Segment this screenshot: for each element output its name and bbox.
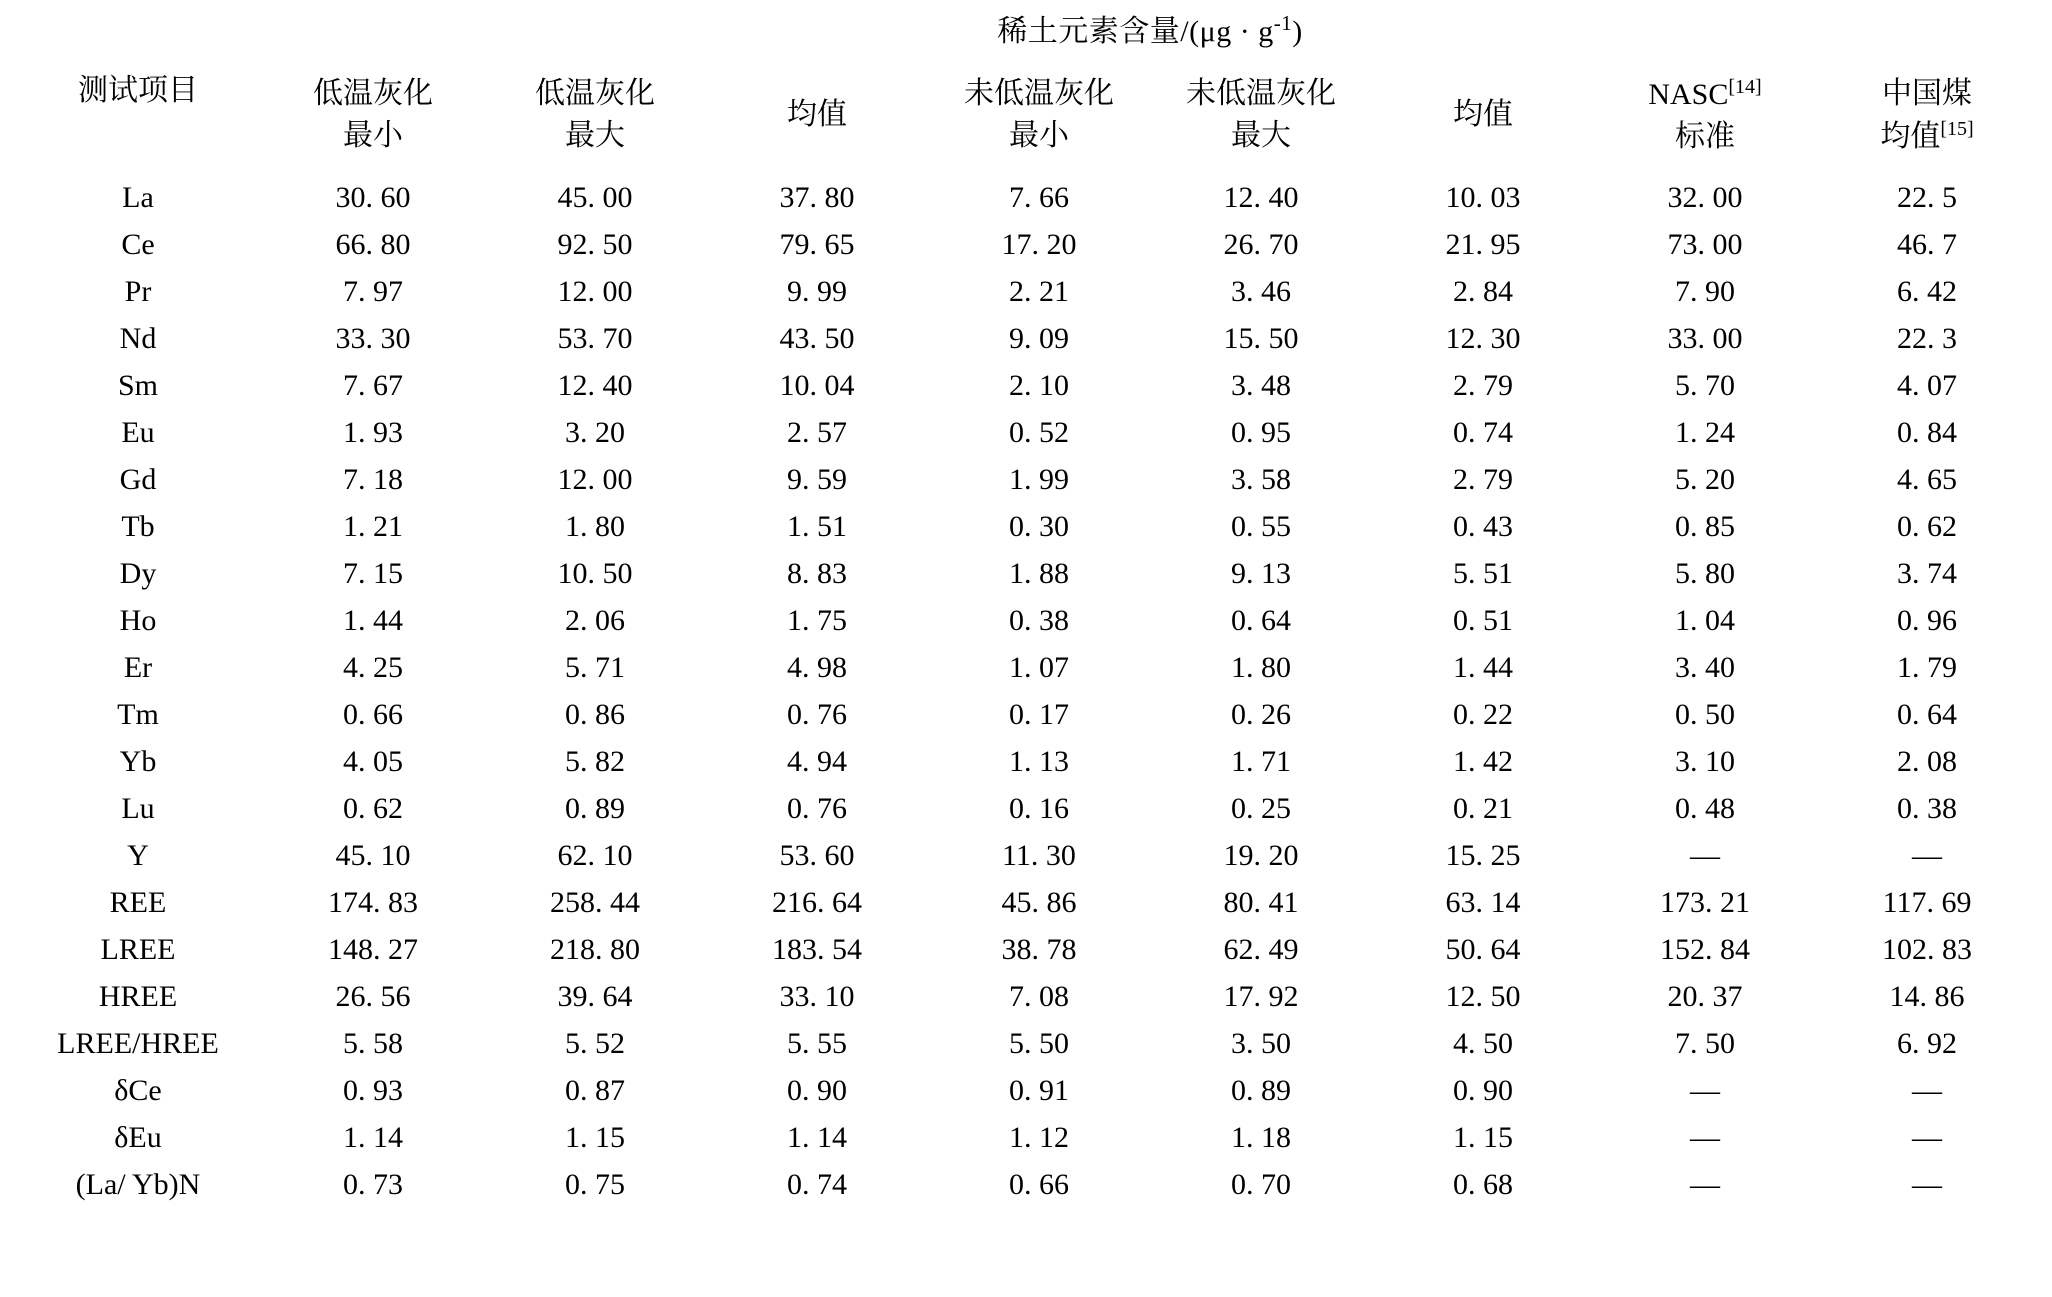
cell-s3-1-2: 0. 90	[787, 1073, 847, 1107]
cell-s3-0-5: 4. 50	[1453, 1026, 1513, 1060]
cell-s1-3-1: 53. 70	[557, 321, 633, 355]
cell-s2-0-2: 216. 64	[772, 885, 862, 919]
cell-s1-12-5: 1. 42	[1453, 744, 1513, 778]
cell-s1-4-0: 7. 67	[343, 368, 403, 402]
cell-s1-0-6: 32. 00	[1667, 180, 1743, 214]
cell-s1-4-4: 3. 48	[1231, 368, 1291, 402]
cell-s1-6-5: 2. 79	[1453, 462, 1513, 496]
row-label: REE	[109, 885, 167, 919]
cell-s3-1-5: 0. 90	[1453, 1073, 1513, 1107]
cell-s2-1-4: 62. 49	[1223, 932, 1299, 966]
cell-s1-5-7: 0. 84	[1897, 415, 1958, 449]
table-row	[14, 221, 2038, 268]
cell-s1-0-1: 45. 00	[557, 180, 633, 214]
cell-s3-3-1: 0. 75	[565, 1167, 625, 1201]
cell-s1-10-2: 4. 98	[787, 650, 847, 684]
cell-s1-8-5: 5. 51	[1453, 556, 1513, 590]
cell-s1-11-6: 0. 50	[1675, 697, 1735, 731]
cell-s1-12-4: 1. 71	[1231, 744, 1291, 778]
cell-s1-2-3: 2. 21	[1009, 274, 1069, 308]
cell-s1-2-5: 2. 84	[1453, 274, 1513, 308]
cell-s1-10-5: 1. 44	[1453, 650, 1513, 684]
cell-s1-12-1: 5. 82	[565, 744, 625, 778]
cell-s1-0-3: 7. 66	[1009, 180, 1069, 214]
cell-s2-1-0: 148. 27	[328, 932, 418, 966]
cell-s2-1-2: 183. 54	[772, 932, 862, 966]
table-row	[14, 1020, 2038, 1067]
cell-s1-3-0: 33. 30	[335, 321, 411, 355]
cell-s1-1-2: 79. 65	[779, 227, 855, 261]
cell-s3-2-2: 1. 14	[787, 1120, 847, 1154]
cell-s1-7-1: 1. 80	[565, 509, 625, 543]
cell-s1-1-4: 26. 70	[1223, 227, 1299, 261]
cell-s1-9-2: 1. 75	[787, 603, 847, 637]
column-header-4: 未低温灰化 最大	[1186, 77, 1336, 152]
cell-s1-10-0: 4. 25	[343, 650, 403, 684]
cell-s1-6-0: 7. 18	[343, 462, 403, 496]
cell-s1-0-5: 10. 03	[1445, 180, 1521, 214]
cell-s1-8-3: 1. 88	[1009, 556, 1069, 590]
row-label: Er	[123, 650, 153, 684]
cell-s1-8-7: 3. 74	[1897, 556, 1958, 590]
cell-s2-1-6: 152. 84	[1660, 932, 1750, 966]
table-header-columns-row	[14, 56, 2038, 174]
cell-s1-4-7: 4. 07	[1897, 368, 1958, 402]
cell-s3-0-2: 5. 55	[787, 1026, 847, 1060]
cell-s1-10-3: 1. 07	[1009, 650, 1069, 684]
cell-s3-1-3: 0. 91	[1009, 1073, 1069, 1107]
cell-s1-9-4: 0. 64	[1231, 603, 1291, 637]
cell-s1-14-6: —	[1690, 838, 1720, 872]
cell-s2-2-2: 33. 10	[779, 979, 855, 1013]
cell-s3-0-0: 5. 58	[343, 1026, 403, 1060]
rare-earth-element-table	[14, 0, 2038, 1208]
column-header-0: 低温灰化 最小	[313, 77, 433, 152]
cell-s1-11-0: 0. 66	[343, 697, 403, 731]
cell-s3-2-1: 1. 15	[565, 1120, 625, 1154]
cell-s2-1-5: 50. 64	[1445, 932, 1521, 966]
cell-s1-5-6: 1. 24	[1675, 415, 1735, 449]
column-header-5: 均值	[1453, 98, 1513, 131]
cell-s1-3-2: 43. 50	[779, 321, 855, 355]
column-header-1: 低温灰化 最大	[535, 77, 655, 152]
cell-s3-3-0: 0. 73	[343, 1167, 403, 1201]
column-header-6: NASC[14] 标准	[1648, 75, 1762, 153]
cell-s1-8-4: 9. 13	[1231, 556, 1291, 590]
cell-s2-2-1: 39. 64	[557, 979, 633, 1013]
table-row	[14, 503, 2038, 550]
cell-s1-5-1: 3. 20	[565, 415, 625, 449]
cell-s3-1-7: —	[1912, 1073, 1943, 1107]
cell-s1-2-6: 7. 90	[1675, 274, 1735, 308]
table-row	[14, 879, 2038, 926]
table-row	[14, 691, 2038, 738]
table-row	[14, 409, 2038, 456]
cell-s3-2-7: —	[1912, 1120, 1943, 1154]
cell-s1-14-7: —	[1912, 838, 1943, 872]
table-row	[14, 738, 2038, 785]
cell-s3-2-0: 1. 14	[343, 1120, 403, 1154]
cell-s1-3-3: 9. 09	[1009, 321, 1069, 355]
table-row	[14, 550, 2038, 597]
cell-s1-9-5: 0. 51	[1453, 603, 1513, 637]
cell-s1-9-0: 1. 44	[343, 603, 403, 637]
table-row	[14, 1114, 2038, 1161]
cell-s1-9-7: 0. 96	[1897, 603, 1958, 637]
cell-s1-11-3: 0. 17	[1009, 697, 1069, 731]
cell-s3-1-0: 0. 93	[343, 1073, 403, 1107]
cell-s1-1-0: 66. 80	[335, 227, 411, 261]
cell-s1-5-4: 0. 95	[1231, 415, 1291, 449]
cell-s3-3-3: 0. 66	[1009, 1167, 1069, 1201]
cell-s1-10-4: 1. 80	[1231, 650, 1291, 684]
cell-s2-0-4: 80. 41	[1223, 885, 1299, 919]
cell-s2-0-5: 63. 14	[1445, 885, 1521, 919]
cell-s3-1-1: 0. 87	[565, 1073, 625, 1107]
cell-s3-0-1: 5. 52	[565, 1026, 625, 1060]
row-label: Yb	[119, 744, 157, 778]
cell-s1-2-2: 9. 99	[787, 274, 847, 308]
cell-s1-8-0: 7. 15	[343, 556, 403, 590]
cell-s1-13-5: 0. 21	[1453, 791, 1513, 825]
cell-s1-10-7: 1. 79	[1897, 650, 1958, 684]
cell-s3-1-6: —	[1690, 1073, 1720, 1107]
cell-s2-2-4: 17. 92	[1223, 979, 1299, 1013]
cell-s1-4-2: 10. 04	[779, 368, 855, 402]
row-label: Gd	[119, 462, 157, 496]
table-row	[14, 785, 2038, 832]
cell-s2-2-7: 14. 86	[1889, 979, 1965, 1013]
cell-s1-5-0: 1. 93	[343, 415, 403, 449]
table-row	[14, 597, 2038, 644]
cell-s1-0-7: 22. 5	[1897, 180, 1958, 214]
cell-s1-5-5: 0. 74	[1453, 415, 1513, 449]
cell-s3-0-3: 5. 50	[1009, 1026, 1069, 1060]
cell-s1-8-6: 5. 80	[1675, 556, 1735, 590]
row-label-header: 测试项目	[78, 74, 198, 107]
row-label: (La/ Yb)N	[75, 1167, 201, 1201]
cell-s1-11-1: 0. 86	[565, 697, 625, 731]
table-row	[14, 315, 2038, 362]
cell-s1-9-3: 0. 38	[1009, 603, 1069, 637]
cell-s1-3-4: 15. 50	[1223, 321, 1299, 355]
row-label: δCe	[114, 1073, 162, 1107]
cell-s2-2-6: 20. 37	[1667, 979, 1743, 1013]
cell-s3-3-6: —	[1690, 1167, 1720, 1201]
cell-s1-7-3: 0. 30	[1009, 509, 1069, 543]
cell-s1-14-3: 11. 30	[1002, 838, 1076, 872]
column-header-7: 中国煤 均值[15]	[1880, 76, 1974, 153]
cell-s1-4-1: 12. 40	[557, 368, 633, 402]
cell-s1-13-4: 0. 25	[1231, 791, 1291, 825]
cell-s1-3-7: 22. 3	[1897, 321, 1958, 355]
cell-s1-12-3: 1. 13	[1009, 744, 1069, 778]
row-label: LREE/HREE	[57, 1026, 219, 1060]
cell-s2-2-3: 7. 08	[1009, 979, 1069, 1013]
cell-s1-1-5: 21. 95	[1445, 227, 1521, 261]
table-row	[14, 174, 2038, 221]
cell-s1-5-2: 2. 57	[787, 415, 847, 449]
cell-s3-3-4: 0. 70	[1231, 1167, 1291, 1201]
table-row	[14, 926, 2038, 973]
row-label: Dy	[119, 556, 157, 590]
row-label: Y	[127, 838, 149, 872]
cell-s1-7-6: 0. 85	[1675, 509, 1735, 543]
cell-s3-3-5: 0. 68	[1453, 1167, 1513, 1201]
cell-s1-2-7: 6. 42	[1897, 274, 1958, 308]
cell-s2-2-0: 26. 56	[335, 979, 411, 1013]
cell-s1-3-6: 33. 00	[1667, 321, 1743, 355]
row-label: LREE	[100, 932, 176, 966]
cell-s1-0-0: 30. 60	[335, 180, 411, 214]
row-label: Tm	[117, 697, 159, 731]
cell-s1-13-6: 0. 48	[1675, 791, 1735, 825]
cell-s2-2-5: 12. 50	[1445, 979, 1521, 1013]
cell-s1-14-1: 62. 10	[557, 838, 633, 872]
cell-s1-10-6: 3. 40	[1675, 650, 1735, 684]
cell-s1-4-3: 2. 10	[1009, 368, 1069, 402]
cell-s1-7-2: 1. 51	[787, 509, 847, 543]
cell-s1-7-7: 0. 62	[1897, 509, 1958, 543]
cell-s1-14-0: 45. 10	[335, 838, 411, 872]
cell-s2-0-1: 258. 44	[550, 885, 640, 919]
group-header: 稀土元素含量$/(\mu g \cdot g^{-1})$	[997, 11, 1303, 48]
cell-s1-6-7: 4. 65	[1897, 462, 1958, 496]
table-row	[14, 1067, 2038, 1114]
cell-s1-13-3: 0. 16	[1009, 791, 1069, 825]
cell-s2-1-7: 102. 83	[1882, 932, 1973, 966]
cell-s1-6-6: 5. 20	[1675, 462, 1735, 496]
cell-s1-12-6: 3. 10	[1675, 744, 1735, 778]
cell-s2-1-3: 38. 78	[1001, 932, 1077, 966]
row-label: Pr	[124, 274, 152, 308]
cell-s1-6-2: 9. 59	[787, 462, 847, 496]
cell-s2-1-1: 218. 80	[550, 932, 640, 966]
cell-s3-3-2: 0. 74	[787, 1167, 847, 1201]
row-label: Sm	[117, 368, 159, 402]
column-header-2: 均值	[787, 98, 847, 131]
cell-s1-1-7: 46. 7	[1897, 227, 1958, 261]
cell-s3-0-7: 6. 92	[1897, 1026, 1958, 1060]
cell-s3-2-5: 1. 15	[1453, 1120, 1513, 1154]
row-label: Tb	[121, 509, 155, 543]
cell-s3-0-4: 3. 50	[1231, 1026, 1291, 1060]
cell-s1-14-4: 19. 20	[1223, 838, 1299, 872]
cell-s1-6-3: 1. 99	[1009, 462, 1069, 496]
cell-s1-2-0: 7. 97	[343, 274, 403, 308]
table-row	[14, 644, 2038, 691]
row-label: Ho	[119, 603, 157, 637]
cell-s1-12-2: 4. 94	[787, 744, 847, 778]
table-row	[14, 832, 2038, 879]
table-row	[14, 268, 2038, 315]
table-row	[14, 456, 2038, 503]
cell-s1-9-6: 1. 04	[1675, 603, 1735, 637]
cell-s1-7-4: 0. 55	[1231, 509, 1291, 543]
cell-s1-12-7: 2. 08	[1897, 744, 1958, 778]
cell-s3-2-6: —	[1690, 1120, 1720, 1154]
cell-s2-0-7: 117. 69	[1882, 885, 1972, 919]
cell-s1-1-6: 73. 00	[1667, 227, 1743, 261]
cell-s1-12-0: 4. 05	[343, 744, 403, 778]
cell-s1-6-1: 12. 00	[557, 462, 633, 496]
cell-s1-4-6: 5. 70	[1675, 368, 1735, 402]
cell-s1-11-2: 0. 76	[787, 697, 847, 731]
cell-s1-11-4: 0. 26	[1231, 697, 1291, 731]
cell-s1-13-1: 0. 89	[565, 791, 625, 825]
row-label: Nd	[119, 321, 157, 355]
cell-s1-7-5: 0. 43	[1453, 509, 1513, 543]
cell-s3-2-4: 1. 18	[1231, 1120, 1291, 1154]
cell-s1-14-2: 53. 60	[779, 838, 855, 872]
row-label: HREE	[98, 979, 178, 1013]
cell-s1-5-3: 0. 52	[1009, 415, 1069, 449]
table-row	[14, 1161, 2038, 1208]
row-label: Lu	[121, 791, 155, 825]
table-row	[14, 362, 2038, 409]
cell-s1-14-5: 15. 25	[1445, 838, 1521, 872]
cell-s3-1-4: 0. 89	[1231, 1073, 1291, 1107]
cell-s2-0-3: 45. 86	[1001, 885, 1077, 919]
cell-s3-3-7: —	[1912, 1167, 1943, 1201]
cell-s1-0-4: 12. 40	[1223, 180, 1299, 214]
table-header-group-row	[14, 0, 2038, 56]
cell-s1-13-2: 0. 76	[787, 791, 847, 825]
cell-s3-0-6: 7. 50	[1675, 1026, 1735, 1060]
table-row	[14, 973, 2038, 1020]
row-label: δEu	[114, 1120, 162, 1154]
cell-s1-3-5: 12. 30	[1445, 321, 1521, 355]
cell-s1-11-5: 0. 22	[1453, 697, 1513, 731]
cell-s1-2-4: 3. 46	[1231, 274, 1291, 308]
cell-s1-2-1: 12. 00	[557, 274, 633, 308]
row-label: Eu	[121, 415, 155, 449]
cell-s1-7-0: 1. 21	[343, 509, 403, 543]
cell-s1-13-7: 0. 38	[1897, 791, 1958, 825]
cell-s1-9-1: 2. 06	[565, 603, 625, 637]
cell-s1-10-1: 5. 71	[565, 650, 625, 684]
cell-s1-4-5: 2. 79	[1453, 368, 1513, 402]
cell-s2-0-0: 174. 83	[328, 885, 418, 919]
cell-s1-13-0: 0. 62	[343, 791, 403, 825]
cell-s2-0-6: 173. 21	[1660, 885, 1750, 919]
cell-s1-8-1: 10. 50	[557, 556, 633, 590]
column-header-3: 未低温灰化 最小	[964, 77, 1114, 152]
cell-s1-0-2: 37. 80	[779, 180, 855, 214]
cell-s1-1-3: 17. 20	[1001, 227, 1077, 261]
row-label: Ce	[121, 227, 155, 261]
cell-s1-8-2: 8. 83	[787, 556, 847, 590]
cell-s3-2-3: 1. 12	[1009, 1120, 1069, 1154]
cell-s1-6-4: 3. 58	[1231, 462, 1291, 496]
cell-s1-11-7: 0. 64	[1897, 697, 1958, 731]
row-label: La	[122, 180, 154, 214]
cell-s1-1-1: 92. 50	[557, 227, 633, 261]
